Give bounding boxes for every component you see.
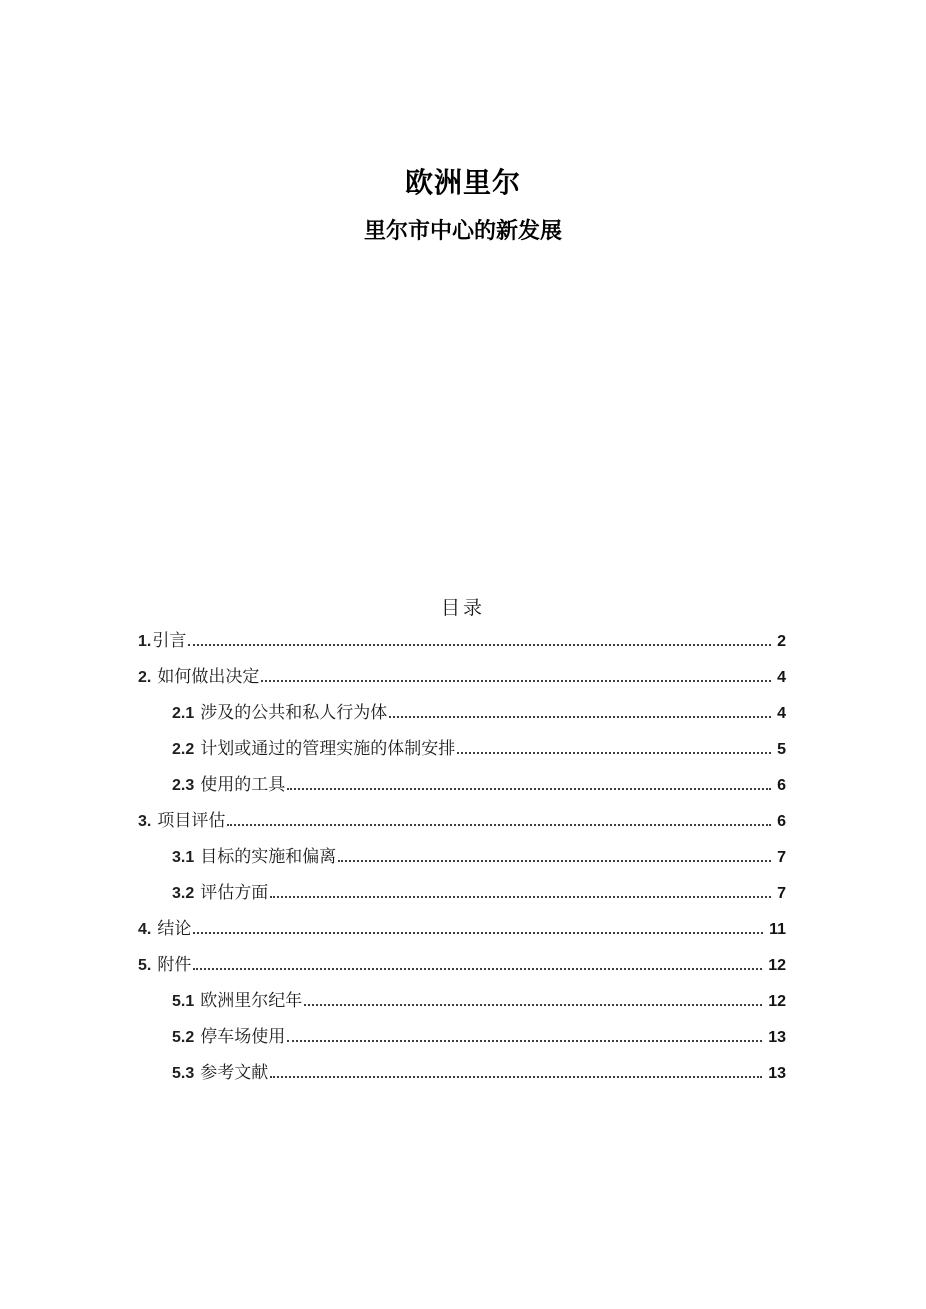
toc-entry-page-number: 12: [768, 957, 786, 974]
toc-entry-number: 5.3: [172, 1065, 195, 1082]
toc-entry-label: 涉及的公共和私人行为体: [200, 703, 388, 722]
toc-entry-page-number: 13: [768, 1029, 786, 1046]
toc-entry-label: 目标的实施和偏离: [200, 847, 337, 866]
toc-entry-number: 4.: [138, 921, 152, 938]
toc-dot-leader: [287, 1040, 762, 1042]
toc-entry[interactable]: [138, 659, 786, 695]
toc-entry-number: 2.2: [172, 741, 195, 758]
toc-entry-page-number: 2: [777, 633, 786, 650]
toc-entry-label: 评估方面: [200, 883, 269, 902]
toc-entry-label: 欧洲里尔纪年: [200, 991, 303, 1010]
toc-dot-leader: [304, 1004, 762, 1006]
toc-entry[interactable]: [138, 623, 786, 659]
toc-entry-page-number: 6: [777, 777, 786, 794]
toc-entry-page-number: 12: [768, 993, 786, 1010]
toc-dot-leader: [261, 680, 771, 682]
toc-entry[interactable]: [138, 875, 786, 911]
toc-dot-leader: [287, 788, 771, 790]
toc-entry[interactable]: [138, 803, 786, 839]
toc-dot-leader: [193, 932, 763, 934]
toc-entry[interactable]: [138, 767, 786, 803]
toc-entry-page-number: 11: [769, 921, 786, 938]
toc-entry-page-number: 4: [777, 669, 786, 686]
toc-entry-page-number: 4: [777, 705, 786, 722]
table-of-contents: [138, 623, 786, 1091]
toc-entry[interactable]: [138, 947, 786, 983]
toc-entry-number: 3.1: [172, 849, 195, 866]
toc-entry-page-number: 7: [777, 849, 786, 866]
toc-heading: 目录: [440, 598, 485, 619]
toc-entry[interactable]: [138, 839, 786, 875]
document-title: 欧洲里尔: [404, 167, 521, 198]
toc-dot-leader: [188, 644, 771, 646]
toc-entry-label: 附件: [157, 955, 192, 974]
toc-entry[interactable]: [138, 1055, 786, 1091]
toc-entry-number: 5.1: [172, 993, 195, 1010]
toc-entry-number: 5.2: [172, 1029, 195, 1046]
toc-entry-label: 参考文献: [200, 1063, 269, 1082]
document-subtitle: 里尔市中心的新发展: [363, 218, 562, 243]
toc-entry[interactable]: [138, 695, 786, 731]
toc-entry-label: 使用的工具: [200, 775, 286, 794]
toc-dot-leader: [389, 716, 771, 718]
toc-entry-label: 项目评估: [157, 811, 226, 830]
toc-entry-number: 5.: [138, 957, 152, 974]
toc-entry[interactable]: [138, 983, 786, 1019]
toc-dot-leader: [338, 860, 771, 862]
toc-entry-page-number: 7: [777, 885, 786, 902]
toc-dot-leader: [193, 968, 762, 970]
toc-entry-number: 1.: [138, 633, 152, 650]
toc-dot-leader: [227, 824, 771, 826]
toc-dot-leader: [270, 1076, 762, 1078]
toc-entry-page-number: 13: [768, 1065, 786, 1082]
toc-entry-label: 如何做出决定: [157, 667, 260, 686]
toc-entry-number: 3.2: [172, 885, 195, 902]
toc-entry-page-number: 6: [777, 813, 786, 830]
toc-entry[interactable]: [138, 911, 786, 947]
toc-entry-label: 结论: [157, 919, 192, 938]
toc-entry-label: 计划或通过的管理实施的体制安排: [200, 739, 456, 758]
toc-dot-leader: [457, 752, 771, 754]
toc-entry[interactable]: [138, 1019, 786, 1055]
toc-entry-number: 2.: [138, 669, 152, 686]
toc-entry-number: 2.3: [172, 777, 195, 794]
toc-entry-page-number: 5: [777, 741, 786, 758]
toc-entry-number: 2.1: [172, 705, 195, 722]
toc-entry[interactable]: [138, 731, 786, 767]
toc-dot-leader: [270, 896, 771, 898]
toc-entry-number: 3.: [138, 813, 152, 830]
toc-entry-label: 停车场使用: [200, 1027, 286, 1046]
toc-entry-label: 引言: [152, 631, 187, 650]
